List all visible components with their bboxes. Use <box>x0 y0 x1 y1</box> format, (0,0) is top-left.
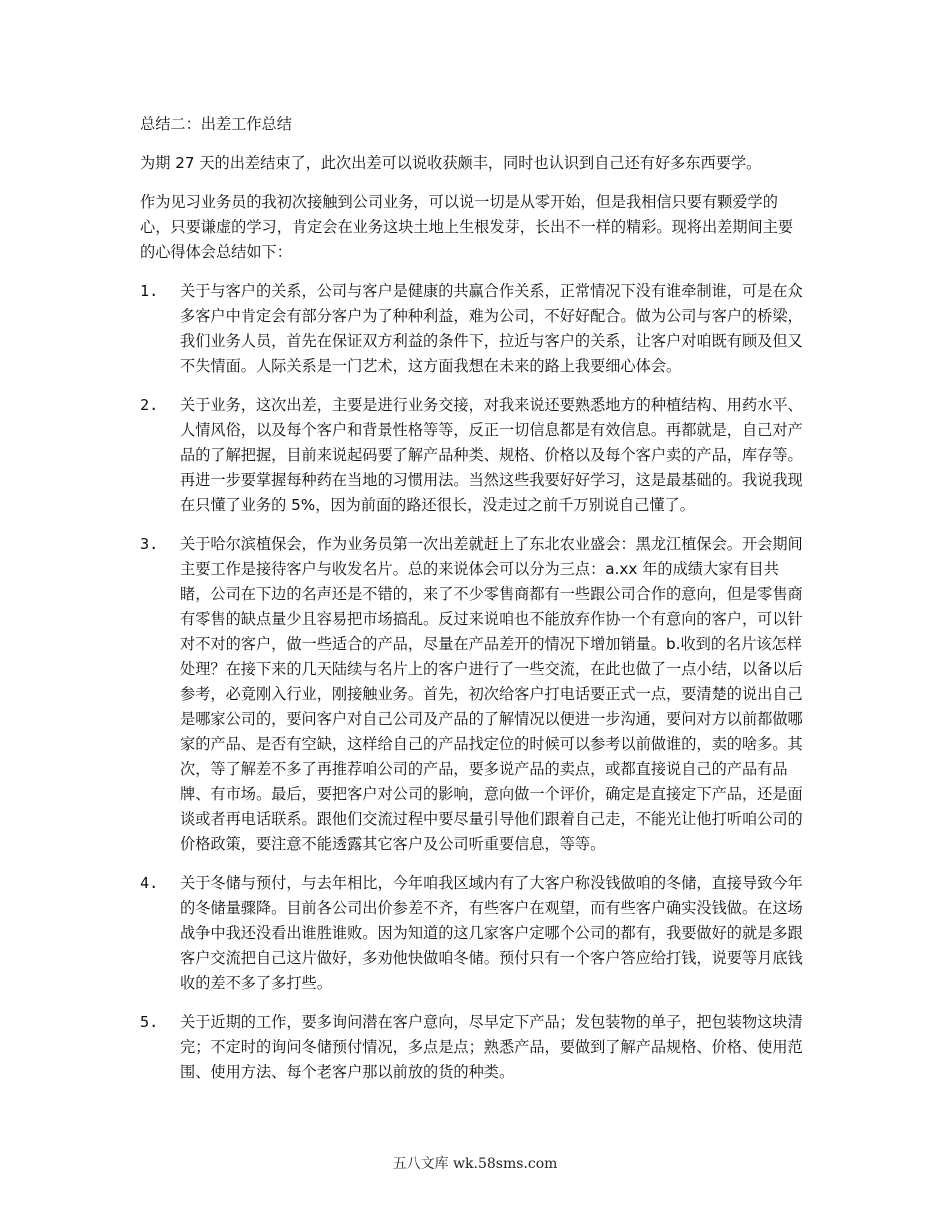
list-number: 3. <box>140 535 159 553</box>
list-item-text: 关于哈尔滨植保会，作为业务员第一次出差就赶上了东北农业盛会：黑龙江植保会。开会期间主要工作是接待客户与收发名片。总的来说体会可以分为三点：a.xx 年的成绩大家有目共睹，公司在下边的名声还是不错的，来了不少零售商都有一些跟公司合作的意向，但是零售商有零售的缺点量少且容易把市场搞乱。反过来说咱也不能放弃作协一个有意向的客户，可以针对不对的客户，做一些适合的产品，尽量在产品差开的情况下增加销量。b.收到的名片该怎样处理？在接下来的几天陆续与名片上的客户进行了一些交流，在此也做了一点小结，以备以后参考，必竟刚入行业，刚接触业务。首先，初次给客户打电话要正式一点，要清楚的说出自己是哪家公司的，要问客户对自己公司及产品的了解情况以便进一步沟通，要问对方以前都做哪家的产品、是否有空缺，这样给自己的产品找定位的时候可以参考以前做谁的，卖的啥多。其次，等了解差不多了再推荐咱公司的产品，要多说产品的卖点，或都直接说自己的产品有品牌、有市场。最后，要把客户对公司的影响，意向做一个评价，确定是直接定下产品，还是面谈或者再电话联系。跟他们交流过程中要尽量引导他们跟着自己走，不能光让他打听咱公司的价格政策，要注意不能透露其它客户及公司听重要信息，等等。 <box>180 535 803 853</box>
list-item-text: 关于冬储与预付，与去年相比，今年咱我区域内有了大客户称没钱做咱的冬储，直接导致今年的冬储量骤降。目前各公司出价参差不齐，有些客户在观望，而有些客户确实没钱做。在这场战争中我还没看出谁胜谁败。因为知道的这几家客户定哪个公司的都有，我要做好的就是多跟客户交流把自己这片做好，多劝他快做咱冬储。预付只有一个客户答应给打钱，说要等月底钱收的差不多了多打些。 <box>180 874 803 992</box>
list-item <box>140 1010 808 1085</box>
list-number: 1. <box>140 282 159 300</box>
document-body <box>140 112 808 1099</box>
list-item-text: 关于近期的工作，要多询问潜在客户意向，尽早定下产品；发包装物的单子，把包装物这块清完；不定时的询问冬储预付情况，多点是点；熟悉产品，要做到了解产品规格、价格、使用范围、使用方法、每个老客户那以前放的货的种类。 <box>180 1013 803 1081</box>
list-item <box>140 279 808 379</box>
footer-watermark: 五八文库 wk.58sms.com <box>392 1156 558 1172</box>
list-number: 5. <box>140 1013 159 1031</box>
list-number: 2. <box>140 396 159 414</box>
list-item <box>140 393 808 518</box>
intro-paragraph: 为期 27 天的出差结束了，此次出差可以说收获颇丰，同时也认识到自己还有好多东西要学。 <box>140 154 762 172</box>
list-number: 4. <box>140 874 159 892</box>
list-item-text: 关于业务，这次出差，主要是进行业务交接，对我来说还要熟悉地方的种植结构、用药水平、人情风俗，以及每个客户和背景性格等等，反正一切信息都是有效信息。再都就是，自己对产品的了解把握，目前来说起码要了解产品种类、规格、价格以及每个客户卖的产品，库存等。再进一步要掌握每种药在当地的习惯用法。当然这些我要好好学习，这是最基础的。我说我现在只懂了业务的 5%，因为前面的路还很长，没走过之前千万别说自己懂了。 <box>180 396 803 514</box>
summary-list <box>140 279 808 1085</box>
document-title: 总结二：出差工作总结 <box>140 115 292 133</box>
intro-paragraph: 作为见习业务员的我初次接触到公司业务，可以说一切是从零开始，但是我相信只要有颗爱学的心，只要谦虚的学习，肯定会在业务这块土地上生根发芽，长出不一样的精彩。现将出差期间主要的心得体会总结如下： <box>140 193 794 261</box>
list-item-text: 关于与客户的关系，公司与客户是健康的共赢合作关系，正常情况下没有谁牵制谁，可是在众多客户中肯定会有部分客户为了种种利益，难为公司，不好好配合。做为公司与客户的桥梁，我们业务人员，首先在保证双方利益的条件下，拉近与客户的关系，让客户对咱既有顾及但又不失情面。人际关系是一门艺术，这方面我想在未来的路上我要细心体会。 <box>180 282 803 375</box>
list-item <box>140 532 808 857</box>
list-item <box>140 871 808 996</box>
